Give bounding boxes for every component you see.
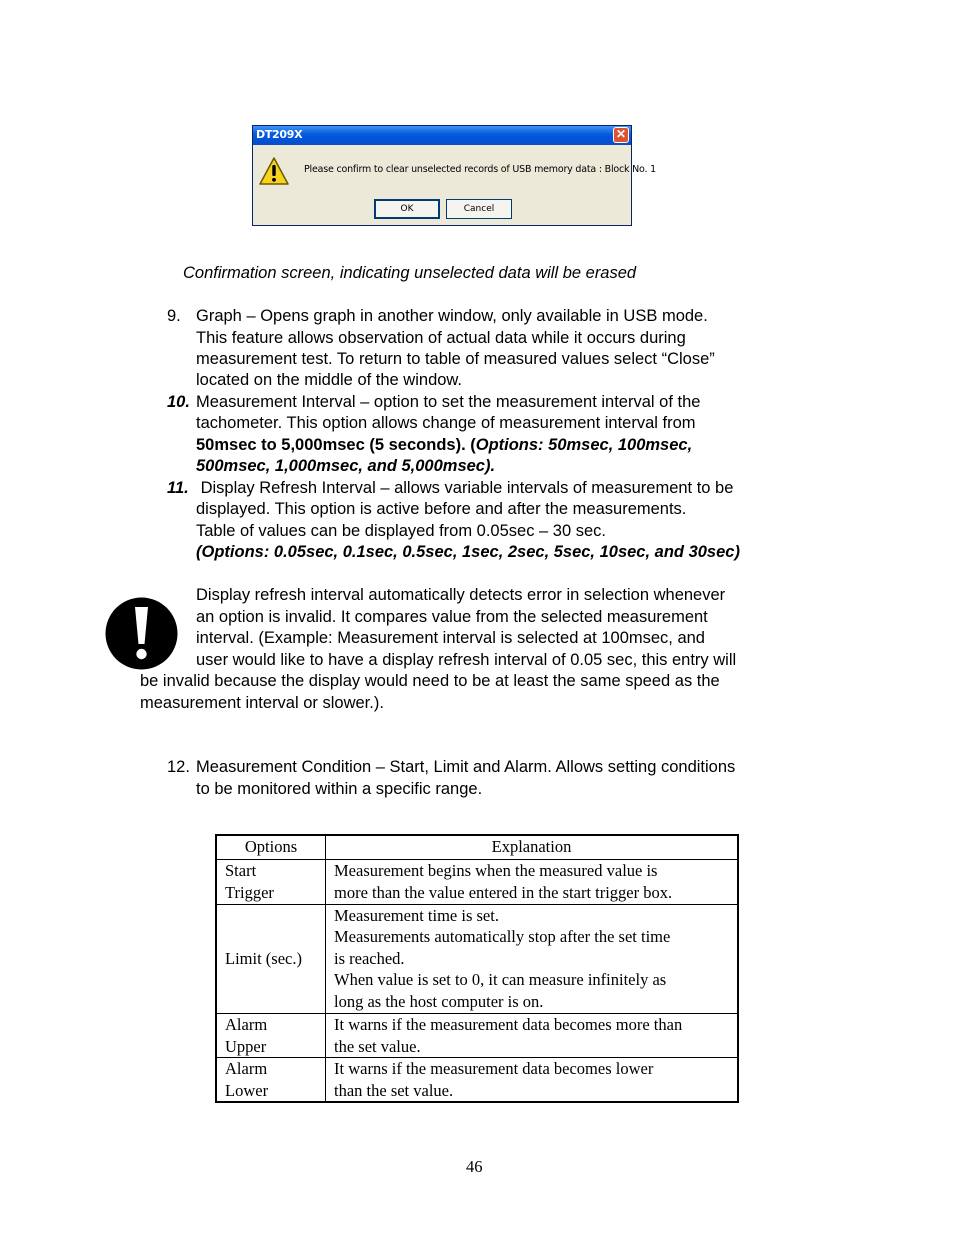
table-row-explanation: than the set value.: [334, 1081, 454, 1100]
table-row-option: Alarm: [225, 1015, 268, 1034]
table-row-explanation: When value is set to 0, it can measure infinitely as: [334, 970, 667, 989]
figure-caption: Confirmation screen, indicating unselected data will be erased: [183, 264, 637, 282]
table-row-explanation: Measurement time is set.: [334, 906, 499, 925]
table-header-options: Options: [244, 837, 298, 856]
options-table: [215, 834, 739, 1103]
dialog-message: Please confirm to clear unselected records of USB memory data : Block No. 1: [304, 164, 656, 175]
item-10-options-part-2: 500msec, 1,000msec, and 5,000msec).: [196, 457, 496, 475]
note-line-2: an option is invalid. It compares value from the selected measurement: [196, 608, 708, 626]
item-10-number: 10.: [167, 393, 190, 411]
table-row-explanation: It warns if the measurement data becomes more than: [334, 1015, 683, 1034]
item-10-line-3-text: 50msec to 5,000msec (5 seconds). (: [196, 436, 476, 454]
table-row-explanation: Measurements automatically stop after the set time: [334, 927, 671, 946]
item-11-line-2: displayed. This option is active before and after the measurements.: [196, 500, 687, 518]
table-row-explanation: is reached.: [334, 949, 405, 968]
item-12-line-2: to be monitored within a specific range.: [196, 780, 483, 798]
item-10-options-part-1: Options: 50msec, 100msec,: [475, 436, 693, 454]
item-11-number: 11.: [167, 479, 189, 497]
cancel-button[interactable]: Cancel: [446, 199, 512, 219]
item-10-line-1: Measurement Interval – option to set the measurement interval of the: [196, 393, 701, 411]
item-9-number: 9.: [167, 307, 181, 325]
item-10-line-3: [196, 435, 692, 457]
item-9-line-2: This feature allows observation of actual data while it occurs during: [196, 329, 686, 347]
table-row-explanation: It warns if the measurement data becomes lower: [334, 1059, 654, 1078]
item-9-line-4: located on the middle of the window.: [196, 371, 463, 389]
table-row-option: Upper: [225, 1037, 267, 1056]
table-row-explanation: Measurement begins when the measured value is: [334, 861, 658, 880]
item-11-options: (Options: 0.05sec, 0.1sec, 0.5sec, 1sec, 2sec, 5sec, 10sec, and 30sec): [196, 543, 740, 561]
table-row-explanation: long as the host computer is on.: [334, 992, 544, 1011]
item-11-line-1: Display Refresh Interval – allows variable intervals of measurement to be: [196, 479, 734, 497]
table-column-divider: [325, 836, 326, 1101]
note-line-1: Display refresh interval automatically detects error in selection whenever: [196, 586, 726, 604]
note-line-4: user would like to have a display refresh interval of 0.05 sec, this entry will: [196, 651, 737, 669]
confirm-dialog-screenshot: [252, 125, 656, 226]
dialog-title-bar: [253, 126, 631, 145]
table-row-explanation: the set value.: [334, 1037, 421, 1056]
table-row-option: Lower: [225, 1081, 269, 1100]
item-11-line-3: Table of values can be displayed from 0.05sec – 30 sec.: [196, 522, 606, 540]
page-number: 46: [466, 1157, 483, 1176]
item-12-number: 12.: [167, 758, 190, 776]
ok-button[interactable]: OK: [374, 199, 440, 219]
dialog-title: DT209X: [256, 128, 303, 141]
note-line-3: interval. (Example: Measurement interval is selected at 100msec, and: [196, 629, 705, 647]
item-9-line-1: Graph – Opens graph in another window, only available in USB mode.: [196, 307, 708, 325]
table-row-option: Alarm: [225, 1059, 268, 1078]
warning-triangle-icon: [259, 157, 289, 185]
table-row-explanation: more than the value entered in the start trigger box.: [334, 883, 673, 902]
table-row-option: Trigger: [225, 883, 274, 902]
note-line-5: be invalid because the display would need to be at least the same speed as the: [140, 672, 720, 690]
item-12-line-1: Measurement Condition – Start, Limit and Alarm. Allows setting conditions: [196, 758, 736, 776]
close-icon[interactable]: ✕: [613, 127, 629, 143]
table-row-option: Limit (sec.): [225, 949, 302, 968]
note-line-6: measurement interval or slower.).: [140, 694, 384, 712]
table-header-explanation: Explanation: [491, 837, 572, 856]
item-10-line-2: tachometer. This option allows change of measurement interval from: [196, 414, 696, 432]
item-9-line-3: measurement test. To return to table of measured values select “Close”: [196, 350, 715, 368]
exclamation-icon: [105, 597, 178, 670]
table-row-option: Start: [225, 861, 257, 880]
